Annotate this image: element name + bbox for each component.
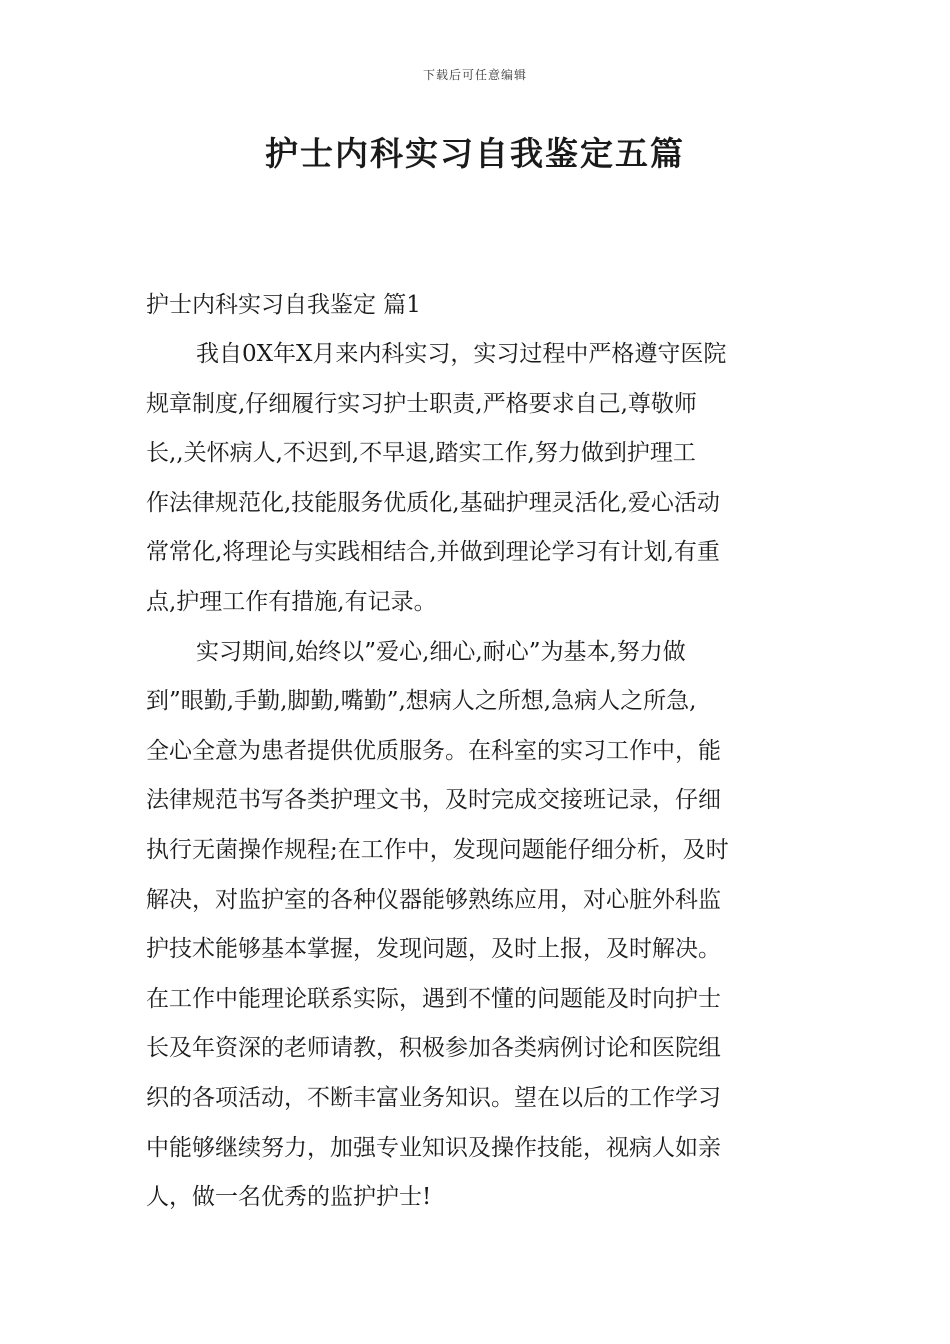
paragraph-line: 规章制度,仔细履行实习护士职责,严格要求自己,尊敬师 bbox=[146, 390, 697, 417]
paragraph-line: 实习期间,始终以”爱心,细心,耐心”为基本,努力做 bbox=[196, 638, 686, 665]
paragraph-line: 到”眼勤,手勤,脚勤,嘴勤”,想病人之所想,急病人之所急, bbox=[146, 688, 697, 715]
paragraph-line: 中能够继续努力，加强专业知识及操作技能，视病人如亲 bbox=[146, 1134, 721, 1161]
document-body bbox=[146, 280, 811, 1223]
paragraph-line: 人，做一名优秀的监护护士! bbox=[146, 1184, 432, 1211]
paragraph-line: 法律规范书写各类护理文书，及时完成交接班记录，仔细 bbox=[146, 787, 721, 814]
paragraph-line: 织的各项活动，不断丰富业务知识。望在以后的工作学习 bbox=[146, 1084, 721, 1111]
paragraph-line: 点,护理工作有措施,有记录。 bbox=[146, 588, 437, 615]
paragraph-2 bbox=[146, 628, 811, 1223]
document-title: 护士内科实习自我鉴定五篇 bbox=[265, 134, 685, 173]
header-note: 下载后可任意编辑 bbox=[422, 68, 527, 82]
paragraph-line: 我自0X年X月来内科实习，实习过程中严格遵守医院 bbox=[196, 341, 727, 367]
paragraph-line: 护技术能够基本掌握，发现问题，及时上报，及时解决。 bbox=[146, 936, 721, 963]
paragraph-line: 执行无菌操作规程;在工作中，发现问题能仔细分析，及时 bbox=[146, 836, 729, 863]
section-heading: 护士内科实习自我鉴定 篇1 bbox=[146, 292, 421, 318]
paragraph-line: 全心全意为患者提供优质服务。在科室的实习工作中，能 bbox=[146, 737, 721, 764]
paragraph-1 bbox=[146, 330, 811, 628]
paragraph-line: 在工作中能理论联系实际，遇到不懂的问题能及时向护士 bbox=[146, 985, 721, 1012]
paragraph-line: 常常化,将理论与实践相结合,并做到理论学习有计划,有重 bbox=[146, 539, 720, 566]
paragraph-line: 长及年资深的老师请教，积极参加各类病例讨论和医院组 bbox=[146, 1035, 721, 1062]
paragraph-line: 作法律规范化,技能服务优质化,基础护理灵活化,爱心活动 bbox=[146, 489, 720, 516]
paragraph-line: 解决，对监护室的各种仪器能够熟练应用，对心脏外科监 bbox=[146, 886, 721, 913]
paragraph-line: 长,,关怀病人,不迟到,不早退,踏实工作,努力做到护理工 bbox=[146, 440, 696, 467]
